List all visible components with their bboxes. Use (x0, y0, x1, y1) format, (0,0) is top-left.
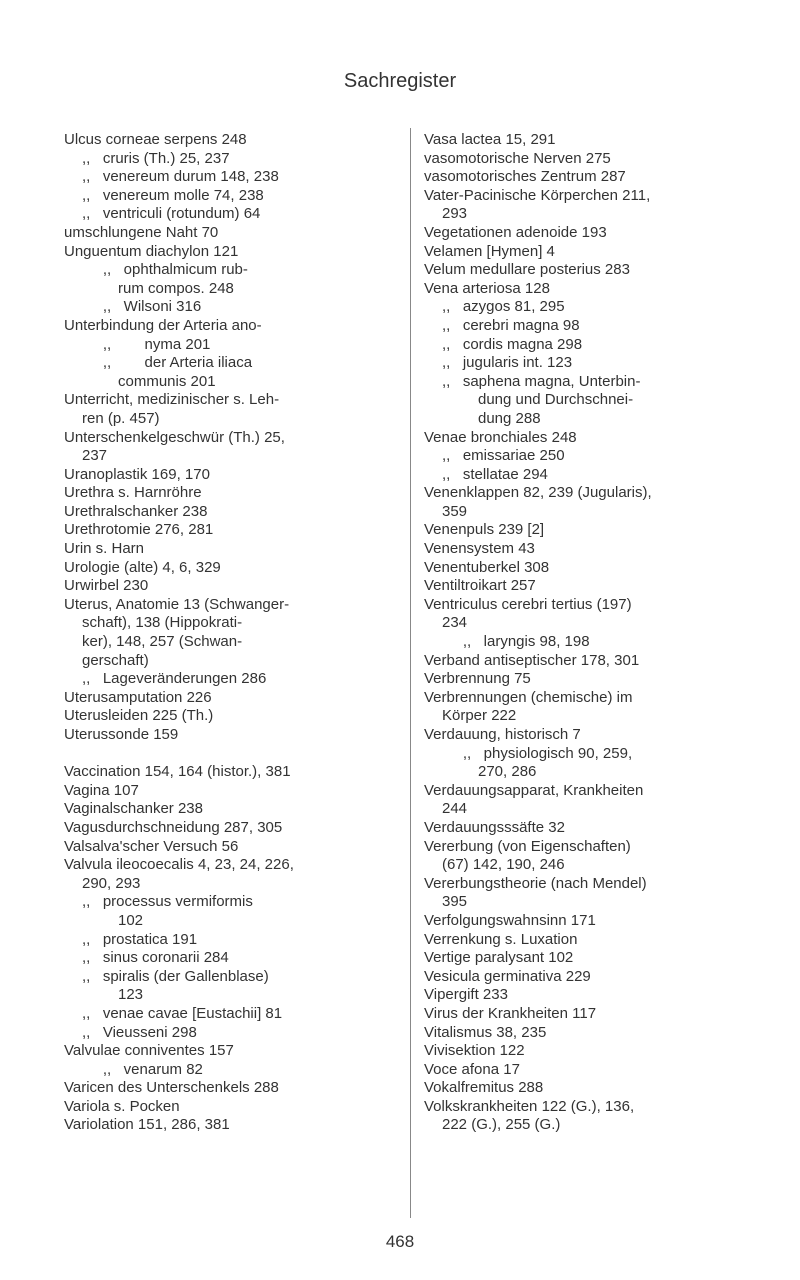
index-entry (64, 1079, 394, 1098)
page-number: 468 (385, 1232, 415, 1251)
entry-line: Venenpuls 239 [2] (424, 521, 545, 539)
index-subentry (64, 893, 394, 930)
entry-line: Vivisektion 122 (424, 1042, 525, 1060)
entry-line: Virus der Krankheiten 117 (424, 1004, 597, 1022)
index-subentry (424, 354, 754, 373)
index-entry (424, 187, 754, 224)
index-entry (424, 819, 754, 838)
index-entry (64, 559, 394, 578)
entry-line: Venensystem 43 (424, 540, 535, 558)
page-header: Sachregister (343, 70, 457, 92)
entry-line: Urin s. Harn (64, 540, 145, 558)
entry-line: ,, Lageveränderungen 286 (82, 670, 267, 688)
entry-line: ,, spiralis (der Gallenblase) (82, 967, 269, 985)
entry-line: Valsalva'scher Versuch 56 (64, 837, 239, 855)
entry-line: ,, ventriculi (rotundum) 64 (82, 205, 261, 223)
entry-line: ,, emissariae 250 (442, 447, 565, 465)
entry-line: Unterbindung der Arteria ano- (64, 316, 262, 334)
entry-line: Vipergift 233 (424, 986, 508, 1004)
index-entry (424, 1061, 754, 1080)
entry-line: ,, Vieusseni 298 (82, 1023, 197, 1041)
entry-line: 293 (442, 205, 468, 223)
section-gap (64, 745, 394, 764)
entry-line: Variola s. Pocken (64, 1097, 180, 1115)
entry-line: ,, cordis magna 298 (442, 335, 583, 353)
right-column (424, 131, 754, 1135)
entry-line: Vererbung (von Eigenschaften) (424, 837, 631, 855)
index-entry (64, 1098, 394, 1117)
entry-line: ren (p. 457) (82, 409, 160, 427)
entry-line: Verdauungsapparat, Krankheiten (424, 781, 644, 799)
index-entry (424, 484, 754, 521)
entry-line: Vagina 107 (64, 781, 139, 799)
entry-line: Uranoplastik 169, 170 (64, 465, 210, 483)
index-subentry (64, 1024, 394, 1043)
entry-line: 359 (442, 502, 468, 520)
entry-line: Urethrotomie 276, 281 (64, 521, 214, 539)
index-entry (424, 521, 754, 540)
index-entry (64, 707, 394, 726)
index-entry (64, 1116, 394, 1135)
index-entry (424, 670, 754, 689)
entry-line: Venentuberkel 308 (424, 558, 550, 576)
index-entry (424, 261, 754, 280)
index-entry (424, 596, 754, 633)
entry-line: Vererbungstheorie (nach Mendel) (424, 874, 647, 892)
index-subentry (424, 298, 754, 317)
index-subentry (424, 447, 754, 466)
index-entry (64, 819, 394, 838)
index-entry (64, 484, 394, 503)
entry-line: Varicen des Unterschenkels 288 (64, 1079, 279, 1097)
index-entry (64, 243, 394, 262)
entry-line: Urwirbel 230 (64, 577, 149, 595)
entry-line: Ulcus corneae serpens 248 (64, 131, 247, 148)
entry-line: 270, 286 (478, 763, 537, 781)
entry-line: Verband antiseptischer 178, 301 (424, 651, 640, 669)
entry-line: dung 288 (478, 409, 541, 427)
index-entry (424, 540, 754, 559)
entry-line: communis 201 (118, 372, 216, 390)
entry-line: Verdauung, historisch 7 (424, 726, 581, 743)
entry-line: ,, der Arteria iliaca (82, 354, 253, 372)
index-entry (424, 280, 754, 299)
index-entry (424, 150, 754, 169)
entry-line: Verfolgungswahnsinn 171 (424, 911, 596, 929)
entry-line: ,, physiologisch 90, 259, (442, 744, 633, 762)
entry-line: rum compos. 248 (118, 279, 234, 297)
index-entry (424, 1098, 754, 1135)
index-entry (64, 1042, 394, 1061)
entry-line: Voce afona 17 (424, 1060, 520, 1078)
entry-line: Variolation 151, 286, 381 (64, 1116, 230, 1134)
entry-line: Unterricht, medizinischer s. Leh- (64, 391, 280, 409)
index-entry (64, 540, 394, 559)
entry-line: Vokalfremitus 288 (424, 1079, 544, 1097)
index-entry (424, 968, 754, 987)
index-entry (424, 838, 754, 875)
entry-line: ,, prostatica 191 (82, 930, 198, 948)
entry-line: Velum medullare posterius 283 (424, 261, 630, 279)
index-subentry (64, 187, 394, 206)
index-entry (64, 503, 394, 522)
entry-line: Uterusleiden 225 (Th.) (64, 707, 214, 725)
index-entry (64, 391, 394, 428)
index-subentry (424, 633, 754, 652)
index-entry (424, 949, 754, 968)
entry-line: Vena arteriosa 128 (424, 279, 550, 297)
index-entry (424, 726, 754, 745)
index-entry (64, 689, 394, 708)
entry-line: Vagusdurchschneidung 287, 305 (64, 818, 283, 836)
entry-line: ,, sinus coronarii 284 (82, 949, 229, 967)
index-entry (424, 577, 754, 596)
index-entry (424, 243, 754, 262)
entry-line: (67) 142, 190, 246 (442, 856, 565, 874)
column-divider (410, 128, 411, 1218)
index-subentry (64, 1005, 394, 1024)
index-entry (424, 131, 754, 150)
index-entry (64, 521, 394, 540)
index-entry (64, 131, 394, 150)
entry-line: ,, azygos 81, 295 (442, 298, 565, 316)
entry-line: Ventriculus cerebri tertius (197) (424, 595, 632, 613)
entry-line: Urethra s. Harnröhre (64, 484, 202, 502)
entry-line: ,, laryngis 98, 198 (442, 633, 590, 651)
entry-line: gerschaft) (82, 651, 149, 669)
index-subentry (424, 336, 754, 355)
index-entry (64, 726, 394, 745)
entry-line: Vaginalschanker 238 (64, 800, 203, 818)
index-entry (424, 782, 754, 819)
entry-line: Venae bronchiales 248 (424, 428, 577, 446)
index-entry (424, 1024, 754, 1043)
left-column (64, 131, 394, 1135)
entry-line: Vegetationen adenoide 193 (424, 223, 607, 241)
entry-line: ,, venereum molle 74, 238 (82, 186, 264, 204)
index-entry (64, 856, 394, 893)
index-entry (424, 559, 754, 578)
index-entry (64, 577, 394, 596)
entry-line: 244 (442, 800, 468, 818)
index-subentry (64, 931, 394, 950)
entry-line: ,, ophthalmicum rub- (82, 261, 248, 279)
index-subentry (64, 1061, 394, 1080)
entry-line: Vasa lactea 15, 291 (424, 131, 556, 148)
entry-line: Vertige paralysant 102 (424, 949, 574, 967)
index-entry (424, 168, 754, 187)
index-subentry (64, 670, 394, 689)
entry-line: ,, cruris (Th.) 25, 237 (82, 149, 230, 167)
entry-line: schaft), 138 (Hippokrati- (82, 614, 243, 632)
entry-line: ,, nyma 201 (82, 335, 211, 353)
entry-line: dung und Durchschnei- (478, 391, 634, 409)
index-subentry (64, 354, 394, 391)
index-subentry (64, 150, 394, 169)
index-entry (64, 596, 394, 670)
index-entry (424, 875, 754, 912)
entry-line: Velamen [Hymen] 4 (424, 242, 555, 260)
entry-line: Vesicula germinativa 229 (424, 967, 591, 985)
index-entry (64, 466, 394, 485)
entry-line: ,, Wilsoni 316 (82, 298, 202, 316)
entry-line: Volkskrankheiten 122 (G.), 136, (424, 1097, 635, 1115)
entry-line: umschlungene Naht 70 (64, 223, 219, 241)
index-subentry (64, 336, 394, 355)
entry-line: Venenklappen 82, 239 (Jugularis), (424, 484, 652, 502)
entry-line: Unterschenkelgeschwür (Th.) 25, (64, 428, 285, 446)
index-entry (424, 1042, 754, 1061)
index-subentry (64, 261, 394, 298)
entry-line: Körper 222 (442, 707, 517, 725)
index-subentry (64, 298, 394, 317)
entry-line: Verbrennungen (chemische) im (424, 688, 633, 706)
index-entry (64, 317, 394, 336)
entry-line: Vitalismus 38, 235 (424, 1023, 547, 1041)
entry-line: ,, jugularis int. 123 (442, 354, 573, 372)
entry-line: ,, processus vermiformis (82, 893, 253, 911)
index-subentry (424, 373, 754, 429)
entry-line: Vaccination 154, 164 (histor.), 381 (64, 763, 291, 781)
entry-line: ,, venereum durum 148, 238 (82, 168, 279, 186)
entry-line: ker), 148, 257 (Schwan- (82, 633, 243, 651)
index-subentry (64, 949, 394, 968)
index-entry (424, 1079, 754, 1098)
entry-line: ,, venae cavae [Eustachii] 81 (82, 1004, 283, 1022)
entry-line: Valvulae conniventes 157 (64, 1042, 234, 1060)
entry-line: 395 (442, 893, 468, 911)
index-entry (64, 782, 394, 801)
entry-line: ,, cerebri magna 98 (442, 316, 580, 334)
entry-line: 222 (G.), 255 (G.) (442, 1116, 561, 1134)
entry-line: Urethralschanker 238 (64, 502, 208, 520)
entry-line: Urologie (alte) 4, 6, 329 (64, 558, 221, 576)
index-entry (424, 224, 754, 243)
entry-line: Uterus, Anatomie 13 (Schwanger- (64, 595, 290, 613)
entry-line: Unguentum diachylon 121 (64, 242, 239, 260)
entry-line: 102 (118, 911, 144, 929)
entry-line: Vater-Pacinische Körperchen 211, (424, 186, 651, 204)
entry-line: Ventiltroikart 257 (424, 577, 536, 595)
entry-line: vasomotorische Nerven 275 (424, 149, 611, 167)
entry-line: vasomotorisches Zentrum 287 (424, 168, 626, 186)
entry-line: Valvula ileocoecalis 4, 23, 24, 226, (64, 856, 294, 874)
index-subentry (64, 205, 394, 224)
entry-line: 123 (118, 986, 144, 1004)
entry-line: 234 (442, 614, 468, 632)
entry-line: Verrenkung s. Luxation (424, 930, 578, 948)
index-entry (424, 986, 754, 1005)
entry-line: 290, 293 (82, 874, 141, 892)
index-entry (64, 800, 394, 819)
index-entry (424, 1005, 754, 1024)
index-subentry (64, 968, 394, 1005)
index-entry (424, 689, 754, 726)
index-entry (64, 838, 394, 857)
index-entry (424, 429, 754, 448)
entry-line: Uterusamputation 226 (64, 688, 212, 706)
index-entry (424, 652, 754, 671)
index-subentry (424, 317, 754, 336)
entry-line: Verdauungsssäfte 32 (424, 818, 565, 836)
index-subentry (424, 745, 754, 782)
index-entry (64, 224, 394, 243)
entry-line: Uterussonde 159 (64, 726, 179, 743)
entry-line: ,, venarum 82 (82, 1060, 203, 1078)
entry-line: 237 (82, 447, 108, 465)
index-entry (64, 429, 394, 466)
index-subentry (64, 168, 394, 187)
entry-line: ,, saphena magna, Unterbin- (442, 372, 641, 390)
index-entry (424, 912, 754, 931)
index-subentry (424, 466, 754, 485)
index-entry (64, 763, 394, 782)
index-entry (424, 931, 754, 950)
entry-line: ,, stellatae 294 (442, 465, 548, 483)
entry-line: Verbrennung 75 (424, 670, 531, 688)
